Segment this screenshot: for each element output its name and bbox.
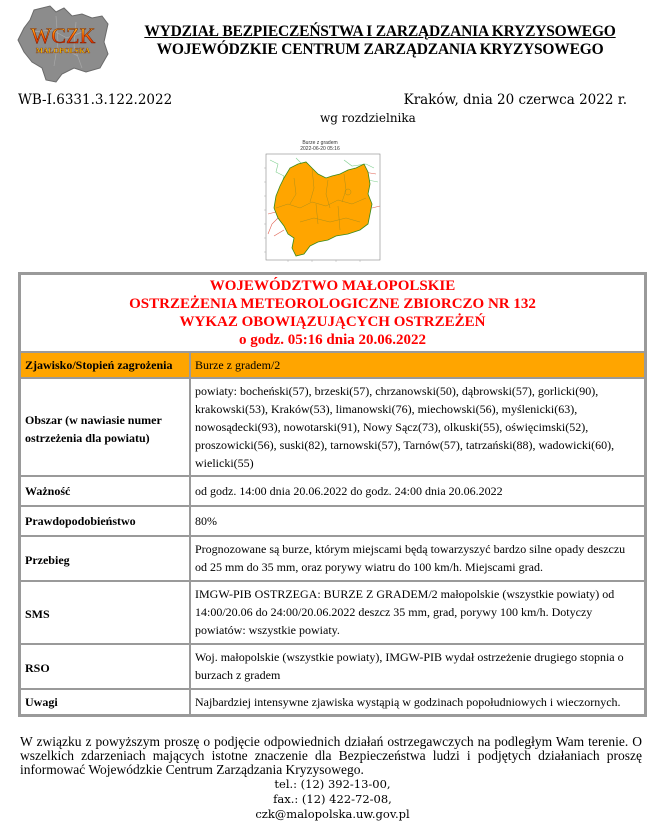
row-label: Przebieg (20, 536, 190, 581)
warning-bulletin-number: OSTRZEŻENIA METEOROLOGICZNE ZBIORCZO NR 132 (129, 296, 536, 312)
warning-issue-time: o godz. 05:16 dnia 20.06.2022 (238, 332, 427, 348)
logo-text: WCZK (30, 23, 96, 48)
table-row-phenomenon (20, 352, 645, 378)
table-row-sms (20, 581, 645, 644)
distribution-note: wg rozdzielnika (320, 111, 416, 125)
contact-email[interactable]: czk@malopolska.uw.gov.pl (255, 807, 410, 821)
row-label: RSO (20, 644, 190, 689)
row-value: Najbardziej intensywne zjawiska wystąpią w godzinach popołudniowych i wieczornych. (190, 689, 645, 715)
table-row-area (20, 378, 645, 476)
table-row-rso (20, 644, 645, 689)
place-and-date: Kraków, dnia 20 czerwca 2022 r. (403, 92, 627, 108)
contact-block (0, 777, 665, 822)
document-header (140, 23, 620, 59)
table-row-probability (20, 506, 645, 536)
department-name: WYDZIAŁ BEZPIECZEŃSTWA I ZARZĄDZANIA KRYZYSOWEGO (144, 23, 616, 40)
row-label: Obszar (w nawiasie numer ostrzeżenia dla powiatu) (20, 378, 190, 476)
table-row-course (20, 536, 645, 581)
row-value: powiaty: bocheński(57), brzeski(57), chrzanowski(50), dąbrowski(57), gorlicki(90), krakowski(53), Kraków(53), limanowski(76), miechowski(56), myślenicki(63), nowosądecki(93), nowotarski(91), Nowy Sącz(73), olkuski(55), oświęcimski(52), proszowicki(56), suski(82), tarnowski(57), Tarnów(57), tatrzański(88), wadowicki(60), wielicki(55) (190, 378, 645, 476)
row-label: SMS (20, 581, 190, 644)
reference-number: WB-I.6331.3.122.2022 (18, 92, 173, 108)
table-row-remarks (20, 689, 645, 715)
warning-map (256, 138, 384, 268)
row-value: od godz. 14:00 dnia 20.06.2022 do godz. 24:00 dnia 20.06.2022 (190, 476, 645, 506)
warning-list-heading: WYKAZ OBOWIĄZUJĄCYCH OSTRZEŻEŃ (179, 314, 486, 330)
row-value: Woj. małopolskie (wszystkie powiaty), IMGW-PIB wydał ostrzeżenie drugiego stopnia o burzach z gradem (190, 644, 645, 689)
warning-region: WOJEWÓDZTWO MAŁOPOLSKIE (209, 278, 456, 294)
map-title: Burze z gradem (302, 140, 338, 146)
warning-table (18, 272, 647, 717)
contact-phone: tel.: (12) 392-13-00, (274, 777, 391, 791)
contact-fax: fax.: (12) 422-72-08, (273, 792, 392, 806)
map-timestamp: 2022-06-20 05:16 (300, 146, 340, 152)
row-label: Ważność (20, 476, 190, 506)
warning-title-row (20, 274, 645, 352)
malopolska-region-shape (12, 2, 112, 84)
row-value: 80% (190, 506, 645, 536)
logo-subtext: MAŁOPOLSKA (35, 46, 91, 55)
row-value: Burze z gradem/2 (190, 352, 645, 378)
warning-title (20, 274, 645, 352)
center-name: WOJEWÓDZKIE CENTRUM ZARZĄDZANIA KRYZYSOWEGO (156, 41, 604, 58)
table-row-validity (20, 476, 645, 506)
row-label: Prawdopodobieństwo (20, 506, 190, 536)
instruction-paragraph: W związku z powyższym proszę o podjęcie odpowiednich działań ostrzegawczych na podległym Wam terenie. O wszelkich zdarzeniach mających istotne znaczenie dla Bezpieczeństwa ludzi i podjętych działaniach proszę informować Wojewódzkie Centrum Zarządzania Kryzysowego. (20, 734, 642, 777)
row-label: Zjawisko/Stopień zagrożenia (20, 352, 190, 378)
wczk-logo (12, 2, 112, 84)
row-value: Prognozowane są burze, którym miejscami będą towarzyszyć bardzo silne opady deszczu od 25 mm do 35 mm, oraz porywy wiatru do 100 km/h. Miejscami grad. (190, 536, 645, 581)
row-label: Uwagi (20, 689, 190, 715)
row-value: IMGW-PIB OSTRZEGA: BURZE Z GRADEM/2 małopolskie (wszystkie powiaty) od 14:00/20.06 do 24:00/20.06.2022 deszcz 35 mm, grad, porywy 100 km/h. Dotyczy powiatów: wszystkie powiaty. (190, 581, 645, 644)
map-figure (256, 138, 384, 268)
